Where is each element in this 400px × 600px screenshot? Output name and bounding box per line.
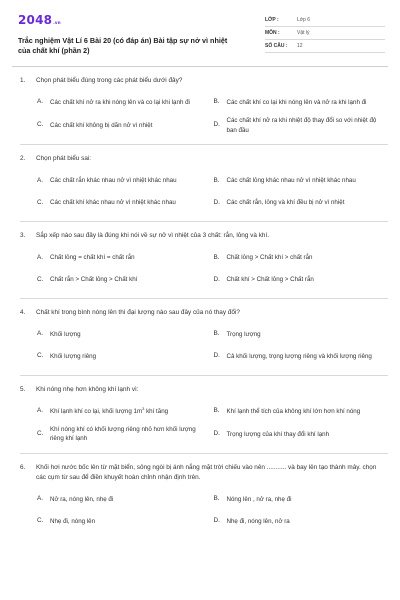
option-text: Các chất lỏng khác nhau nở vì nhiệt khác nhau <box>226 177 356 185</box>
info-row-subject <box>265 27 385 40</box>
option-text: Khối lượng riêng <box>50 353 97 361</box>
question-item <box>20 299 388 376</box>
option-letter: D. <box>213 198 220 206</box>
option-letter: C. <box>37 429 44 437</box>
question-item <box>20 145 388 222</box>
info-key: SỐ CÂU : <box>265 42 288 49</box>
question-prompt: Chọn phát biểu đúng trong các phát biểu dưới đây? <box>36 77 183 84</box>
option-letter: B. <box>213 495 220 503</box>
option-text-part: Khí lạnh khí co lại, khối lượng 1m <box>50 408 143 416</box>
option-text: Nhẹ đi, nóng lên <box>50 518 96 526</box>
option-letter: C. <box>37 517 44 525</box>
option-text: Chất khí > Chất lỏng > Chất rắn <box>226 276 314 284</box>
option-letter: A. <box>37 407 44 415</box>
option-text: Nở ra, nóng lên, nhẹ đi <box>50 496 114 504</box>
option-text: Trọng lượng <box>226 331 261 339</box>
option-text: Khí lạnh thể tích của không khí lớn hơn khí nóng <box>226 408 361 416</box>
option-text <box>50 406 174 417</box>
answer-option-a[interactable] <box>37 170 212 192</box>
answer-option-d[interactable] <box>214 192 389 214</box>
info-table <box>265 14 385 66</box>
option-text: Các chất rắn khác nhau nở vì nhiệt khác nhau <box>50 177 177 185</box>
option-letter: C. <box>37 198 44 206</box>
question-item <box>20 222 388 299</box>
option-letter: A. <box>37 330 44 338</box>
question-text <box>20 463 388 483</box>
question-number: 4. <box>20 308 26 316</box>
logo-number: 2048 <box>18 13 53 27</box>
answer-option-b[interactable] <box>214 401 389 423</box>
option-text: Các chất khí không bị dãn nở vì nhiệt <box>50 121 153 129</box>
option-letter: B. <box>213 407 220 415</box>
question-item <box>20 454 388 540</box>
question-text <box>20 308 388 318</box>
answer-options <box>20 92 388 137</box>
info-row-class <box>265 14 385 27</box>
question-number: 5. <box>20 385 26 393</box>
answer-option-c[interactable] <box>37 511 212 533</box>
answer-options <box>20 489 388 533</box>
question-number: 3. <box>20 232 26 240</box>
option-text: Chất lỏng = chất khí = chất rắn <box>50 254 135 262</box>
answer-option-a[interactable] <box>37 489 212 511</box>
superscript: 3 <box>142 406 145 412</box>
option-text: Trọng lượng của khí thay đổi khí lạnh <box>226 430 330 438</box>
page-header <box>0 0 400 66</box>
question-number: 1. <box>20 77 26 84</box>
answer-option-b[interactable] <box>214 92 389 114</box>
info-key: LỚP : <box>265 16 279 23</box>
option-letter: B. <box>213 253 220 261</box>
answer-option-c[interactable] <box>37 192 212 214</box>
option-letter: D. <box>213 275 220 283</box>
question-prompt: Chất khí trong bình nóng lên thì đại lượng nào sau đây của nó thay đổi? <box>36 308 240 316</box>
header-left <box>18 12 238 66</box>
answer-option-d[interactable] <box>214 423 389 446</box>
question-text <box>20 385 388 395</box>
question-number: 2. <box>20 155 26 163</box>
option-text: Nóng lên , nở ra, nhẹ đi <box>226 496 292 504</box>
option-text: Các chất khí nở ra khi nóng lên và co lại khi lạnh đi <box>50 99 190 107</box>
option-letter: C. <box>37 121 44 129</box>
answer-options <box>20 324 388 368</box>
option-letter: D. <box>213 352 220 360</box>
option-letter: C. <box>37 275 44 283</box>
option-text: Chất rắn > Chất lỏng > Chất khí <box>50 276 138 284</box>
option-letter: D. <box>213 429 220 437</box>
option-text: Chất lỏng > Chất khí > chất rắn <box>226 254 313 262</box>
option-text: Các chất khí co lại khi nóng lên và nở ra khi lạnh đi <box>226 99 367 107</box>
site-logo[interactable] <box>18 12 238 29</box>
option-text: Các chất khí khác nhau nở vì nhiệt khác nhau <box>50 199 176 207</box>
question-prompt: Khối hơi nước bốc lên từ mặt biển, sông ngòi bị ánh nắng mặt trời chiếu vào nên ........... và bay lên tạo thành mây. chọn các cụm từ sau để điền khuyết hoàn chỉnh nhận định trên. <box>36 464 377 481</box>
answer-options <box>20 170 388 214</box>
option-letter: A. <box>37 253 44 261</box>
option-text: Cả khối lượng, trọng lượng riêng và khối lượng riêng <box>226 353 372 361</box>
answer-option-d[interactable] <box>214 269 389 291</box>
info-value: Lớp 6 <box>297 16 311 23</box>
answer-option-a[interactable] <box>37 92 212 114</box>
answer-option-d[interactable] <box>214 114 389 137</box>
option-letter: B. <box>213 98 220 106</box>
info-value: Vật lý <box>297 29 310 36</box>
option-text: Các chất khí nở ra khi nhiệt độ thay đổi so với nhiệt độ ban đầu <box>226 116 377 134</box>
answer-options <box>20 247 388 291</box>
info-value: 12 <box>297 42 303 49</box>
answer-option-c[interactable] <box>37 114 212 137</box>
option-text: Nhẹ đi, nóng lên, nở ra <box>226 518 290 526</box>
question-item <box>20 67 388 145</box>
option-text: Khí nóng khí có khối lượng riêng nhỏ hơn khối lượng riêng khí lạnh <box>50 425 196 443</box>
option-letter: D. <box>213 517 220 525</box>
answer-option-d[interactable] <box>214 511 389 533</box>
option-letter: A. <box>37 495 44 503</box>
question-item <box>20 376 388 454</box>
answer-option-c[interactable] <box>37 346 212 368</box>
question-text <box>20 154 388 164</box>
option-letter: D. <box>213 121 220 129</box>
question-list <box>0 67 400 540</box>
option-letter: C. <box>37 352 44 360</box>
option-letter: B. <box>213 330 220 338</box>
document-title: Trắc nghiệm Vật Lí 6 Bài 20 (có đáp án) Bài tập sự nở vì nhiệt của chất khí (phần 2) <box>18 35 228 55</box>
question-text <box>20 231 388 241</box>
answer-option-b[interactable] <box>214 489 389 511</box>
option-letter: A. <box>37 98 44 106</box>
answer-option-b[interactable] <box>214 247 389 269</box>
answer-option-a[interactable] <box>37 247 212 269</box>
logo-suffix: .vn <box>53 20 61 25</box>
option-letter: A. <box>37 176 44 184</box>
question-text <box>20 76 388 86</box>
answer-option-a[interactable] <box>37 324 212 346</box>
question-prompt: Khi nóng nhẹ hơn không khí lạnh vì: <box>36 385 139 393</box>
option-text: Các chất rắn, lỏng và khí đều bị nở vì nhiệt <box>226 199 345 207</box>
answer-option-d[interactable] <box>214 346 389 368</box>
question-number: 6. <box>20 464 26 472</box>
answer-option-c[interactable] <box>37 423 212 446</box>
answer-option-b[interactable] <box>214 170 389 192</box>
option-text: Khối lượng <box>50 331 81 339</box>
option-text-part: khí tăng <box>144 408 169 416</box>
question-prompt: Sắp xếp nào sau đây là đúng khi nói về sự nở vì nhiệt của 3 chất: rắn, lỏng và khí. <box>36 232 269 240</box>
answer-option-b[interactable] <box>214 324 389 346</box>
answer-options <box>20 401 388 446</box>
option-letter: B. <box>213 176 220 184</box>
answer-option-c[interactable] <box>37 269 212 291</box>
answer-option-a[interactable] <box>37 401 212 423</box>
question-prompt: Chọn phát biểu sai: <box>36 155 92 163</box>
info-row-count <box>265 40 385 53</box>
info-key: MÔN : <box>265 29 280 36</box>
